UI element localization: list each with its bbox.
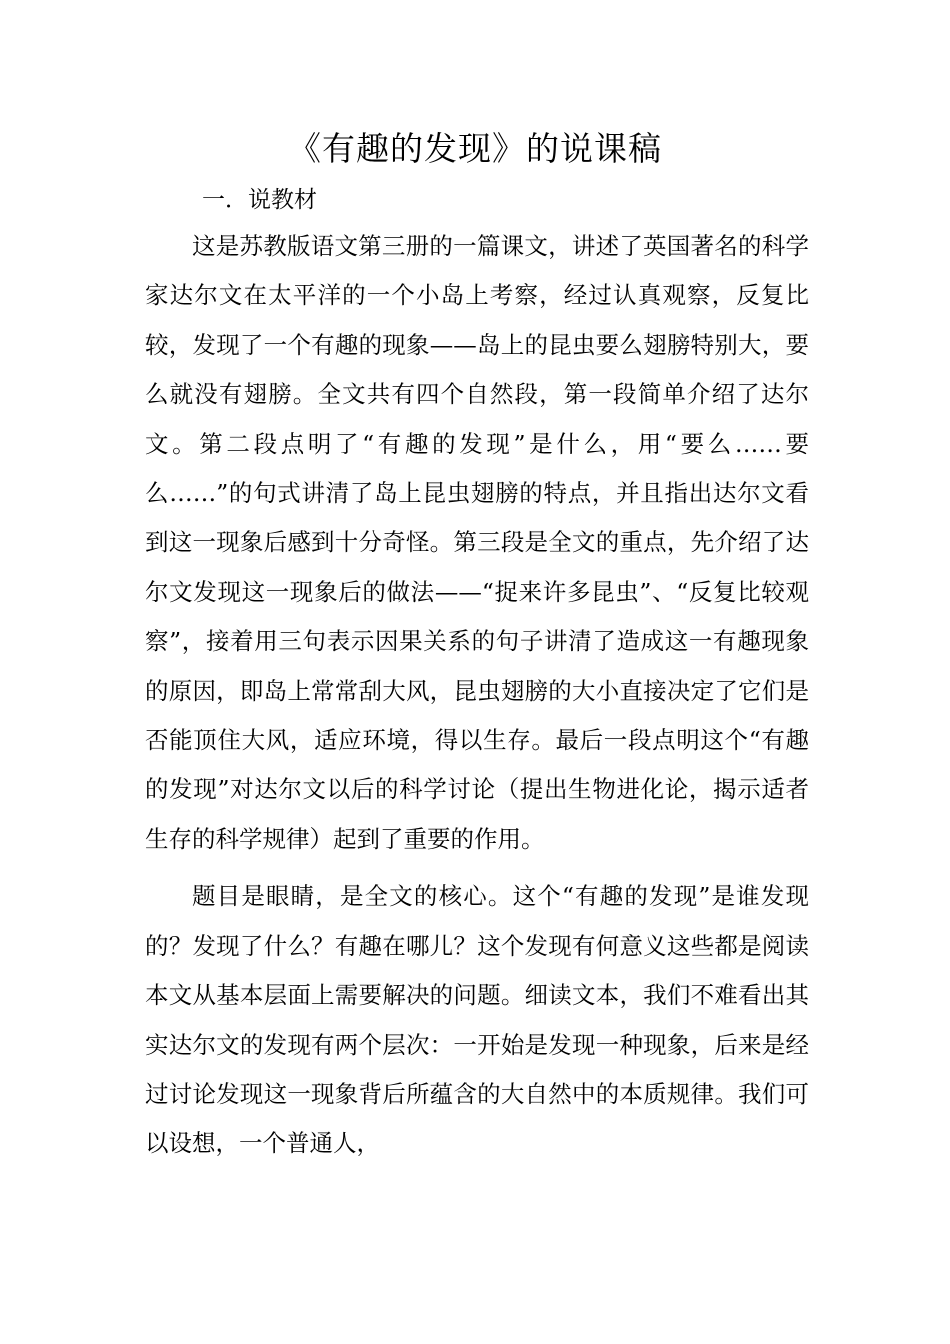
section-heading: 一．说教材	[202, 187, 317, 213]
paragraph-1: 这是苏教版语文第三册的一篇课文，讲述了英国著名的科学家达尔文在太平洋的一个小岛上考察，经过认真观察，反复比较，发现了一个有趣的现象——岛上的昆虫要么翅膀特别大，要么就没有翅膀。全文共有四个自然段，第一段简单介绍了达尔文。第二段点明了“有趣的发现”是什么，用“要么……要么……”的句式讲清了岛上昆虫翅膀的特点，并且指出达尔文看到这一现象后感到十分奇怪。第三段是全文的重点，先介绍了达尔文发现这一现象后的做法——“捉来许多昆虫”、“反复比较观察”，接着用三句表示因果关系的句子讲清了造成这一有趣现象的原因，即岛上常常刮大风，昆虫翅膀的大小直接决定了它们是否能顶住大风，适应环境，得以生存。最后一段点明这个“有趣的发现”对达尔文以后的科学讨论（提出生物进化论，揭示适者生存的科学规律）起到了重要的作用。	[145, 232, 809, 853]
document-title: 《有趣的发现》的说课稿	[288, 129, 662, 168]
paragraph-2: 题目是眼睛，是全文的核心。这个“有趣的发现”是谁发现的？发现了什么？有趣在哪儿？这个发现有何意义这些都是阅读本文从基本层面上需要解决的问题。细读文本，我们不难看出其实达尔文的发现有两个层次：一开始是发现一种现象，后来是经过讨论发现这一现象背后所蕴含的大自然中的本质规律。我们可以设想，一个普通人，	[145, 882, 809, 1158]
document-body	[145, 222, 809, 1169]
